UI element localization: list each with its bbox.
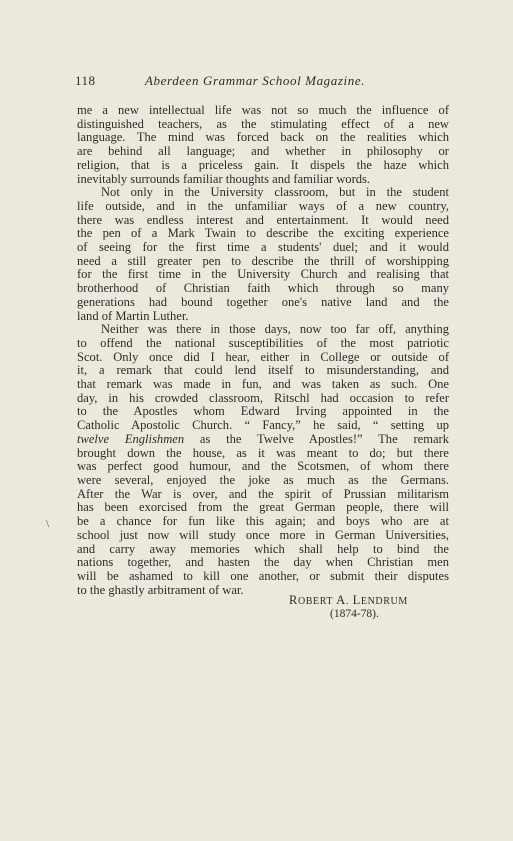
- text-line: there was endless interest and entertainment. It would need: [77, 212, 449, 227]
- text-line: are behind all language; and whether in philosophy or: [77, 144, 449, 159]
- paragraph: [77, 323, 449, 597]
- text-line: me a new intellectual life was not so much the influence of: [77, 103, 449, 117]
- text-line: Neither was there in those days, now too far off, anything: [101, 322, 449, 337]
- text-line: of seeing for the first time a students' duel; and it would: [77, 240, 449, 255]
- running-title: Aberdeen Grammar School Magazine.: [145, 73, 366, 88]
- text-line: life outside, and in the unfamiliar ways of a new country,: [77, 198, 449, 213]
- text-line: will be ashamed to kill one another, or submit their disputes: [77, 568, 449, 583]
- article-body: [77, 104, 449, 597]
- text-line: Catholic Apostolic Church. “ Fancy,” he said, “ setting up: [77, 418, 449, 433]
- text-line: Scot. Only once did I hear, either in College or outside of: [77, 349, 449, 364]
- text-line: that remark was made in fun, and was taken as such. One: [77, 377, 449, 392]
- paragraph: [77, 104, 449, 186]
- text-line: to the Apostles whom Edward Irving appointed in the: [77, 404, 449, 419]
- text-line: has been exorcised from the great German people, there will: [77, 500, 449, 515]
- text-line: to offend the national susceptibilities of the most patriotic: [77, 335, 449, 350]
- text-line: for the first time in the University Church and realising that: [77, 267, 449, 282]
- text-line: language. The mind was forced back on the realities which: [77, 130, 449, 145]
- margin-mark: \: [46, 518, 50, 530]
- text-line: need a still greater pen to describe the thrill of worshipping: [77, 253, 449, 268]
- text-line: it, a remark that could lend itself to misunderstanding, and: [77, 363, 449, 378]
- text-line: brought down the house, as it was meant to do; but there: [77, 445, 449, 460]
- text-line: day, in his crowded classroom, Ritschl had occasion to refer: [77, 390, 449, 405]
- text-line: be a chance for fun like this again; and boys who are at: [77, 514, 449, 529]
- text-line: After the War is over, and the spirit of Prussian militarism: [77, 486, 449, 501]
- text-line: school just now will study once more in German Universities,: [77, 527, 449, 542]
- author-years: (1874-78).: [330, 608, 379, 620]
- italic-phrase: twelve Englishmen: [77, 431, 185, 446]
- page-header: [75, 73, 449, 91]
- text-line: to the ghastly arbitrament of war.: [77, 582, 244, 597]
- text-line: land of Martin Luther.: [77, 308, 189, 323]
- text-line: brotherhood of Christian faith which through so many: [77, 281, 449, 296]
- text-line: Not only in the University classroom, but in the student: [101, 185, 449, 200]
- text-line: was perfect good humour, and the Scotsmen, of whom there: [77, 459, 449, 474]
- page-number: 118: [75, 73, 96, 88]
- text-line: religion, that is a priceless gain. It dispels the haze which: [77, 157, 449, 172]
- text-line: were several, enjoyed the joke as much as the Germans.: [77, 472, 449, 487]
- text-line: and carry away memories which shall help to bind the: [77, 541, 449, 556]
- author-signature: ROBERT A. LENDRUM: [289, 593, 408, 607]
- text-line: inevitably surrounds familiar thoughts and familiar words.: [77, 171, 371, 186]
- text-line: nations together, and hasten the day when Christian men: [77, 555, 449, 570]
- text-line: distinguished teachers, as the stimulating effect of a new: [77, 116, 449, 131]
- text-line: twelve Englishmen as the Twelve Apostles!” The remark: [77, 431, 449, 446]
- paragraph: [77, 186, 449, 323]
- text-line: the pen of a Mark Twain to describe the exciting experience: [77, 226, 449, 241]
- text-line: generations had bound together one's native land and the: [77, 294, 449, 309]
